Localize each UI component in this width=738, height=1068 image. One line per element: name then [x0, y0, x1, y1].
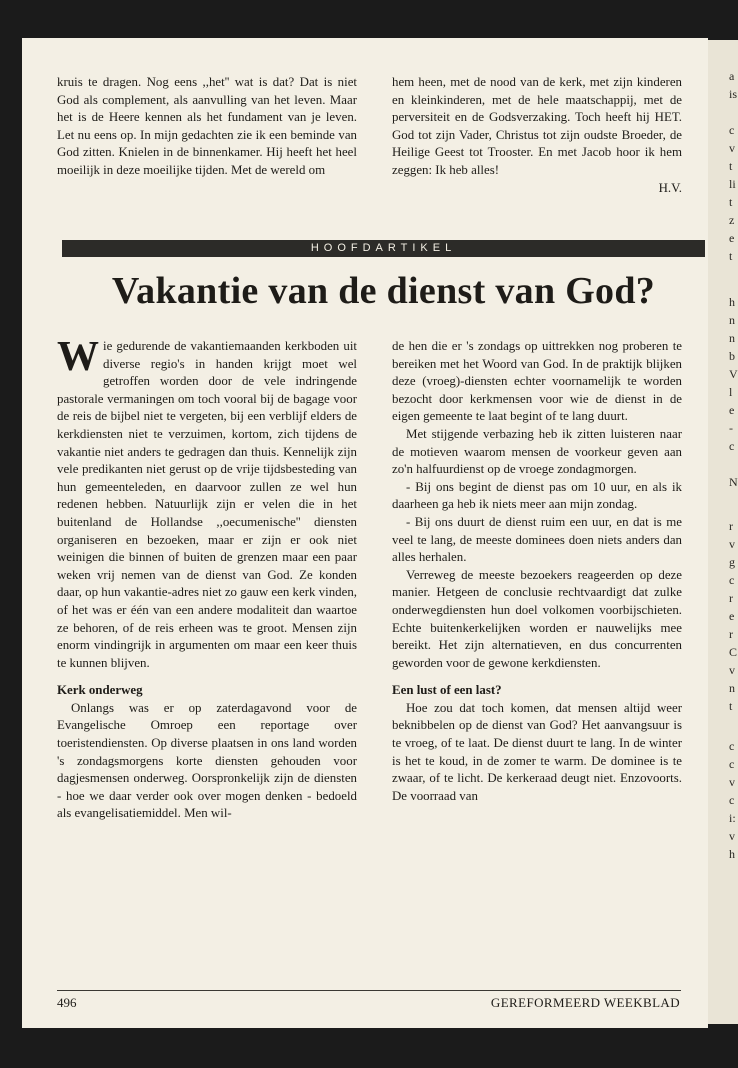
article-paragraph: Met stijgende verbazing heb ik zitten luisteren naar de motieven waarom mensen de voorkeur geven aan zo'n halfuurdienst op de vroege zondagmorgen. [392, 426, 682, 477]
edge-letter: c [729, 739, 735, 753]
edge-letter: t [729, 699, 733, 713]
article-right-column [392, 338, 682, 805]
edge-letter: is [729, 87, 738, 101]
subheading-lust-of-last: Een lust of een last? [392, 683, 502, 698]
drop-cap: W [57, 334, 99, 380]
edge-letter: e [729, 403, 735, 417]
edge-letter: c [729, 123, 735, 137]
edge-letter: t [729, 159, 733, 173]
edge-letter: h [729, 295, 735, 309]
edge-letter: c [729, 757, 735, 771]
edge-letter: r [729, 519, 733, 533]
edge-letter: b [729, 349, 735, 363]
edge-letter: C [729, 645, 738, 659]
author-signature: H.V. [658, 180, 682, 195]
edge-letter: n [729, 681, 735, 695]
publication-name: GEREFORMEERD WEEKBLAD [490, 995, 680, 1010]
edge-letter: li [729, 177, 736, 191]
edge-letter: v [729, 663, 735, 677]
page-number: 496 [57, 995, 77, 1010]
edge-letter: l [729, 385, 733, 399]
article-opening-paragraph [57, 334, 357, 672]
edge-letter: a [729, 69, 735, 83]
edge-letter: t [729, 249, 733, 263]
edge-letter: N [729, 475, 738, 489]
edge-letter: v [729, 537, 735, 551]
top-right-column [392, 74, 682, 197]
edge-letter: - [729, 421, 733, 435]
edge-letter: v [729, 775, 735, 789]
edge-letter: c [729, 439, 735, 453]
section-label: HOOFDARTIKEL [310, 242, 457, 254]
edge-letter: r [729, 627, 733, 641]
edge-letter: c [729, 793, 735, 807]
footer-rule [57, 990, 681, 991]
edge-letter: g [729, 555, 735, 569]
article-paragraph: Hoe zou dat toch komen, dat mensen altijd weer beknibbelen op de dienst van God? Het aanvangsuur is te vroeg, of te laat. De dienst duurt te lang. In de winter is het te koud, in de zomer te warm. De dominee is te zwaar, of te licht. De kerkeraad deugt niet. Enzovoorts. De voorraad van [392, 700, 682, 803]
edge-letter: c [729, 573, 735, 587]
subheading-kerk-onderweg: Kerk onderweg [57, 683, 143, 698]
article-paragraph: Onlangs was er op zaterdagavond voor de Evangelische Omroep een reportage over toeristendiensten. Op diverse plaatsen in ons land worden 's zondagsmorgens korte diensten gehouden voor dagjesmensen onderweg. Oorspronkelijk zijn de diensten - hoe we daar verder ook over mogen denken - bedoeld als evangelisatiemiddel. Men wil- [57, 700, 357, 821]
edge-letter: e [729, 609, 735, 623]
edge-letter: h [729, 847, 735, 861]
edge-letter: V [729, 367, 738, 381]
edge-letter: n [729, 331, 735, 345]
article-paragraph: - Bij ons begint de dienst pas om 10 uur, en als ik daarheen ga heb ik niets meer aan mijn zondag. [392, 479, 682, 512]
edge-letter: v [729, 141, 735, 155]
top-right-paragraph: hem heen, met de nood van de kerk, met zijn kinderen en kleinkinderen, met de hele maatschappij, met de perversiteit en de Godsverzaking. Toch heeft hij HET. God tot zijn Vader, Christus tot zijn oudste Broeder, de Heilige Geest tot Trooster. En met Jacob hoor ik hem zeggen: Ik heb alles! [392, 75, 682, 177]
edge-letter: i: [729, 811, 736, 825]
article-paragraph: - Bij ons duurt de dienst ruim een uur, en dat is me veel te lang, de meeste dominees doen niets anders dan alles herhalen. [392, 514, 682, 565]
edge-letter: t [729, 195, 733, 209]
article-paragraph: de hen die er 's zondags op uittrekken nog proberen te bereiken met het Woord van God. In de praktijk blijken deze (vroeg)-diensten echter voornamelijk te worden bezocht door kerkmensen voor wie de dienst in de eigen gemeente te laat begint of te lang duurt. [392, 339, 682, 424]
article-paragraph: Verreweg de meeste bezoekers reageerden op deze manier. Hetgeen de conclusie rechtvaardigt dat zulke onderwegdiensten hun doel volkomen voorbijschieten. Echte buitenkerkelijken worden er nauwelijks mee bereikt. Het zijn alternatieven, en dus concurrenten geworden voor de gewone kerkdiensten. [392, 567, 682, 670]
top-left-column [57, 74, 357, 180]
top-left-paragraph: kruis te dragen. Nog eens ,,het'' wat is dat? Dat is niet God als complement, als aanvulling van het leven. Maar het is de Heere kennen als het fundament van je leven. Let nu eens op. In mijn gedachten zie ik een beminde van God zitten. Knielen in de binnenkamer. Hij heeft het heel moeilijk in deze moeilijke tijden. Met de wereld om [57, 75, 357, 177]
opening-text: ie gedurende de vakantiemaanden kerkboden uit diverse regio's in handen krijgt moet wel getroffen worden door de vele indringende pastorale vermaningen om toch vooral bij de bagage voor de reis de bijbel niet te vergeten, bij een verblijf elders de kerkdiensten niet te verzuimen, kortom, zich tijdens de vakantie niet anders te gedragen dan thuis. Kennelijk zijn vele predikanten niet gerust op de vrije tijdsbesteding van hun gemeenteleden, en daarvoor zullen ze wel hun redenen hebben. Natuurlijk zijn er velen die in het buitenland de Hollandse ,,oecumenische'' diensten organiseren en bezoeken, maar er zijn er ook niet weinigen die binnen of buiten de grenzen maar een paar weken vrij nemen van de dienst van God. Ze konden daar, op hun vakantie-adres niet zo gauw een kerk vinden, of het was er één van een andere modaliteit dan waartoe ze behoren, of de reis erheen was te groot. Mensen zijn enorm vindingrijk in argumenten om maar een keer thuis te kunnen blijven. [57, 339, 357, 670]
page-title: Vakantie van de dienst van God? [111, 270, 656, 312]
edge-letter: r [729, 591, 733, 605]
edge-letter: z [729, 213, 735, 227]
article-left-column [57, 334, 357, 823]
edge-letter: v [729, 829, 735, 843]
next-page-edge [708, 40, 738, 1024]
edge-letter: n [729, 313, 735, 327]
section-label-band [62, 240, 705, 257]
edge-letter: e [729, 231, 735, 245]
magazine-page [22, 38, 708, 1028]
